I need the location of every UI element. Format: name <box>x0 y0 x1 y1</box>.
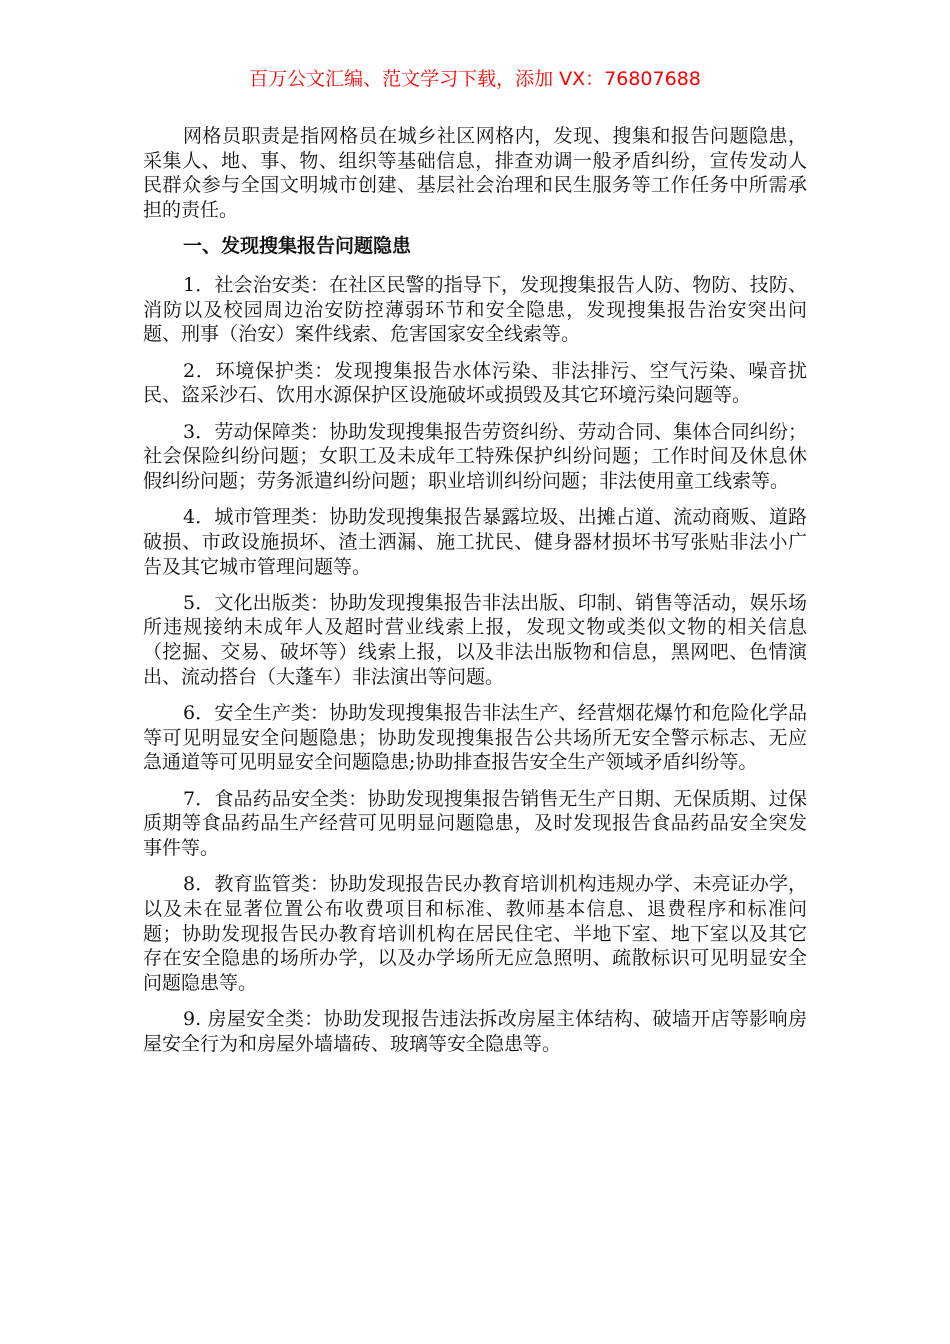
item-paragraph: 1．社会治安类：在社区民警的指导下，发现搜集报告人防、物防、技防、消防以及校园周边治安防控薄弱环节和安全隐患，发现搜集报告治安突出问题、刑事（治安）案件线索、危害国家安全线索等。 <box>143 274 807 346</box>
header-banner: 百万公文汇编、范文学习下载，添加 VX：76807688 <box>249 68 701 90</box>
item-paragraph: 8．教育监管类：协助发现报告民办教育培训机构违规办学、未亮证办学，以及未在显著位置公布收费项目和标准、教师基本信息、退费程序和标准问题；协助发现报告民办教育培训机构在居民住宅、半地下室、地下室以及其它存在安全隐患的场所办学，以及办学场所无应急照明、疏散标识可见明显安全问题隐患等。 <box>143 873 807 995</box>
intro-paragraph: 网格员职责是指网格员在城乡社区网格内，发现、搜集和报告问题隐患，采集人、地、事、物、组织等基础信息，排查劝调一般矛盾纠纷，宣传发动人民群众参与全国文明城市创建、基层社会治理和民生服务等工作任务中所需承担的责任。 <box>143 125 807 222</box>
item-paragraph: 9. 房屋安全类：协助发现报告违法拆改房屋主体结构、破墙开店等影响房屋安全行为和房屋外墙墙砖、玻璃等安全隐患等。 <box>143 1008 807 1055</box>
item-paragraph: 6．安全生产类：协助发现搜集报告非法生产、经营烟花爆竹和危险化学品等可见明显安全问题隐患；协助发现搜集报告公共场所无安全警示标志、无应急通道等可见明显安全问题隐患;协助排查报告安全生产领域矛盾纠纷等。 <box>143 702 807 774</box>
section-heading: 一、发现搜集报告问题隐患 <box>183 235 412 258</box>
document-body <box>143 124 807 1068</box>
item-paragraph: 2．环境保护类：发现搜集报告水体污染、非法排污、空气污染、噪音扰民、盗采沙石、饮用水源保护区设施破坏或损毁及其它环境污染问题等。 <box>143 359 807 407</box>
item-paragraph: 3．劳动保障类：协助发现搜集报告劳资纠纷、劳动合同、集体合同纠纷；社会保险纠纷问题；女职工及未成年工特殊保护纠纷问题；工作时间及休息休假纠纷问题；劳务派遣纠纷问题；职业培训纠纷问题；非法使用童工线索等。 <box>143 420 807 492</box>
item-paragraph: 4．城市管理类：协助发现搜集报告暴露垃圾、出摊占道、流动商贩、道路破损、市政设施损坏、渣土洒漏、施工扰民、健身器材损坏书写张贴非法小广告及其它城市管理问题等。 <box>143 506 807 578</box>
item-paragraph: 5．文化出版类：协助发现搜集报告非法出版、印制、销售等活动，娱乐场所违规接纳未成年人及超时营业线索上报，发现文物或类似文物的相关信息（挖掘、交易、破坏等）线索上报，以及非法出版物和信息，黑网吧、色情演出、流动搭台（大蓬车）非法演出等问题。 <box>143 591 807 688</box>
item-paragraph: 7．食品药品安全类：协助发现搜集报告销售无生产日期、无保质期、过保质期等食品药品生产经营可见明显问题隐患，及时发现报告食品药品安全突发事件等。 <box>143 787 807 860</box>
